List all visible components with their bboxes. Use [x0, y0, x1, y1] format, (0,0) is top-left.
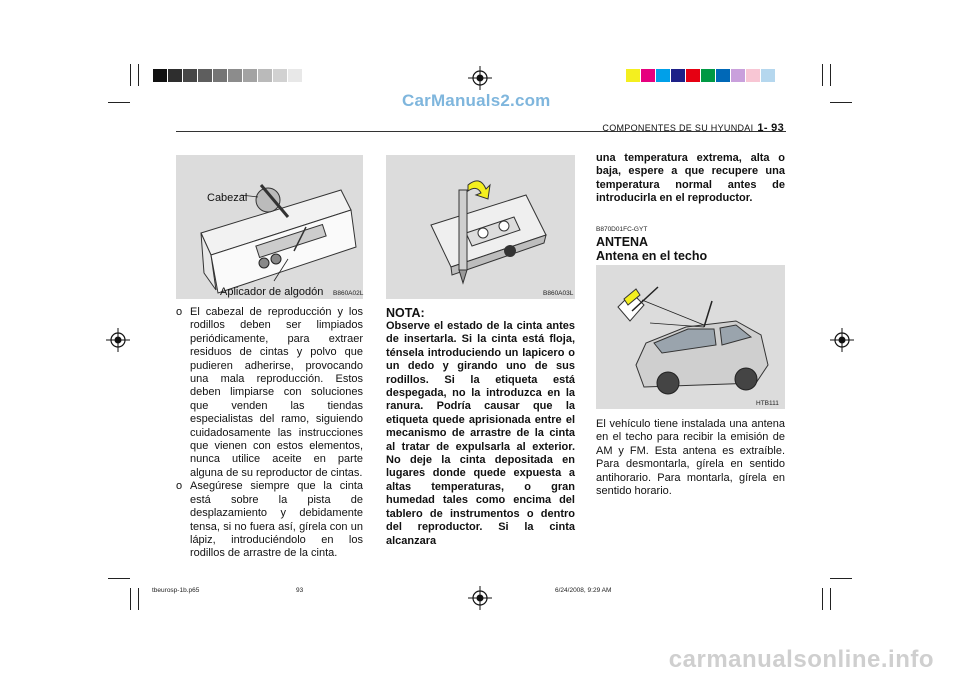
- image-code-b860a03l: B860A03L: [543, 290, 574, 297]
- column-3-continued: [596, 152, 785, 206]
- registration-mark-bottom: [468, 586, 492, 610]
- image-code-htb111: HTB111: [756, 400, 779, 407]
- bullet-item: [176, 480, 363, 560]
- watermark-carmanualsonline[interactable]: carmanualsonline.info: [668, 646, 934, 673]
- calibration-swatch: [243, 69, 257, 82]
- section-code: B870D01FC-GYT: [596, 226, 648, 233]
- cassette-deck-drawing: [176, 155, 363, 299]
- column-2-note: [386, 306, 575, 548]
- calibration-swatch: [198, 69, 212, 82]
- calibration-swatch: [168, 69, 182, 82]
- cassette-drawing: [386, 155, 575, 299]
- calibration-swatch: [761, 69, 775, 82]
- calibration-swatch: [656, 69, 670, 82]
- heading-antena: ANTENA: [596, 235, 649, 249]
- calibration-swatch: [731, 69, 745, 82]
- note-text: Observe el estado de la cinta antes de insertarla. Si la cinta está floja, ténsela introduciendo un lapicero o un dedo y girando uno de sus rodillos. Si la etiqueta está despegada, no la introduzca en la ranura. Podría causar que la etiqueta quede aprisionada entre el mecanismo de arrastre de la cinta al tratar de expulsarla al exterior. No deje la cinta depositada en lugares donde quede expuesta a altas temperaturas, o gran humedad tales como encima del tablero de instrumentos o dentro del reproductor. Si la cinta alcanzara: [386, 320, 575, 547]
- calibration-swatch: [183, 69, 197, 82]
- calibration-swatch: [701, 69, 715, 82]
- page-header: [602, 122, 784, 134]
- registration-mark-left: [106, 328, 130, 352]
- column-3-body: [596, 418, 785, 498]
- cassette-pencil-illustration: [386, 155, 575, 299]
- calibration-swatch: [716, 69, 730, 82]
- bullet-mark: o: [176, 306, 183, 318]
- calibration-swatch: [273, 69, 287, 82]
- calibration-swatch: [258, 69, 272, 82]
- antenna-body-text: El vehículo tiene instalada una antena en el techo para recibir la emisión de AM y FM. Esta antena es extraíble. Para desmontarla, gírela en sentido antihorario. Para montarla, gírela en sentido horario.: [596, 418, 785, 498]
- label-aplicador: Aplicador de algodón: [220, 286, 324, 298]
- footer-number: 93: [296, 587, 304, 594]
- calibration-swatch: [228, 69, 242, 82]
- calibration-swatch: [288, 69, 302, 82]
- bullet-text-tension: Asegúrese siempre que la cinta está sobre la pista de desplazamiento y debidamente tensa, si no fuera así, gírela con un lápiz, introduciéndolo en los rodillos de arrastre de la cinta.: [190, 480, 363, 560]
- section-title: COMPONENTES DE SU HYUNDAI: [602, 123, 754, 133]
- image-code-b860a02l: B860A02L: [333, 290, 364, 297]
- calibration-swatch: [671, 69, 685, 82]
- calibration-swatch: [686, 69, 700, 82]
- footer-file: tbeurosp-1b.p65: [152, 587, 200, 594]
- watermark-carmanuals2[interactable]: CarManuals2.com: [402, 91, 551, 110]
- car-drawing: [596, 265, 785, 409]
- page-number: 1- 93: [757, 122, 784, 134]
- registration-mark-right: [830, 328, 854, 352]
- note-title: NOTA:: [386, 306, 425, 320]
- calibration-swatch: [641, 69, 655, 82]
- tape-head-illustration: [176, 155, 363, 299]
- registration-mark-top: [468, 66, 492, 90]
- calibration-swatch: [746, 69, 760, 82]
- footer-date: 6/24/2008, 9:29 AM: [555, 587, 612, 594]
- column-1-text: [176, 306, 363, 561]
- calibration-swatch: [213, 69, 227, 82]
- bullet-mark: o: [176, 480, 183, 493]
- bullet-text-cleaning: El cabezal de reproducción y los rodillos deben ser limpiados periódicamente, para extraer residuos de cintas y polvo que pudieren adherirse, provocando una mala reproducción. Estos deben limpiarse con soluciones que venden las tiendas especialistas del ramo, siguiendo cuidadosamente las instrucciones que vienen con estos elementos, nunca utilice aceite en parte alguna de su reproductor de cintas.: [190, 306, 363, 479]
- roof-antenna-illustration: [596, 265, 785, 409]
- calibration-swatch: [153, 69, 167, 82]
- label-cabezal: Cabezal: [207, 192, 248, 204]
- calibration-swatch: [626, 69, 640, 82]
- bullet-item: [176, 306, 363, 480]
- continued-note-text: una temperatura extrema, alta o baja, espere a que recupere una temperatura normal antes de introducirla en el reproductor.: [596, 152, 785, 205]
- subheading-antena-techo: Antena en el techo: [596, 249, 708, 263]
